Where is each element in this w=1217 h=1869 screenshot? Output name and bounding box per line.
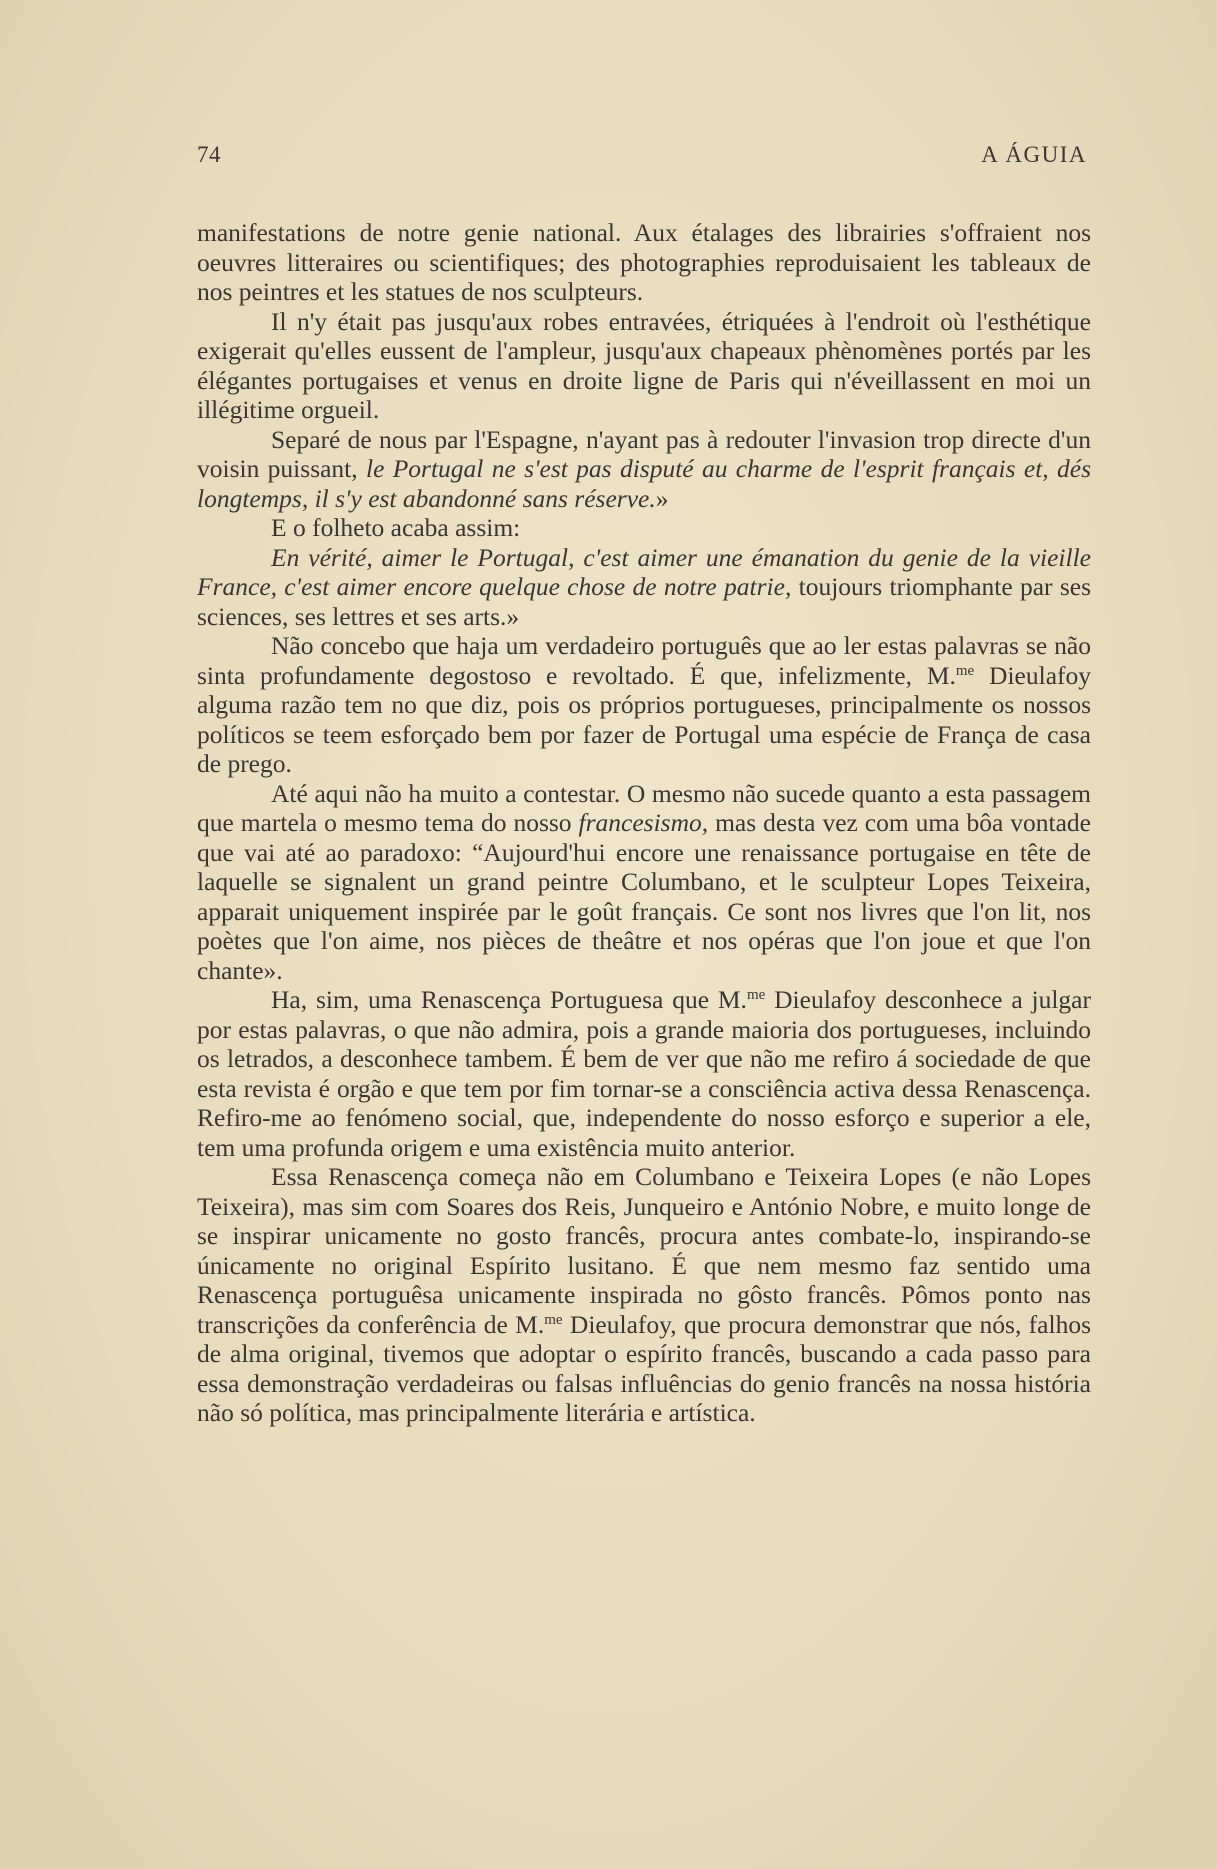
text-segment: E o folheto acaba assim: [271, 513, 521, 542]
paragraph [197, 543, 1091, 632]
text-segment: mas desta vez com uma bôa vontade que vai até ao paradoxo: “Aujourd'hui encore une renaissance portugaise en tête de laquelle se signalent un grand peintre Columbano, et le sculpteur Lopes Teixeira, apparait uniquement inspirée par le goût français. Ce sont nos livres que l'on lit, nos poètes que l'on aime, nos pièces de theâtre et nos opéras que l'on joue et que l'on chante». [197, 808, 1091, 985]
text-segment: Essa Renascença começa não em Columbano e Teixeira Lopes (e não Lopes Teixeira), mas sim com Soares dos Reis, Junqueiro e António Nobre, e muito longe de se inspirar unicamente no gosto francês, procura antes combate-lo, inspirando-se únicamente no original Espírito lusitano. É que nem mesmo faz sentido uma Renascença portuguêsa unicamente inspirada no gôsto francês. Pômos ponto nas transcrições da conferência de M. [197, 1162, 1091, 1339]
superscript: me [746, 987, 766, 1003]
paragraph [197, 985, 1091, 1162]
paragraph [197, 307, 1091, 425]
body-text [197, 218, 1091, 1428]
text-segment: Não concebo que haja um verdadeiro português que ao ler estas palavras se não sinta profundamente degostoso e revoltado. É que, infelizmente, M. [197, 631, 1091, 690]
paragraph [197, 779, 1091, 986]
italic-quote: En vérité, aimer le Portugal, c'est aimer une émanation du genie de la vieille France, c'est aimer encore quelque chose de notre patrie, [197, 542, 1091, 601]
text-segment: toujours triomphante par ses sciences, ses lettres et ses arts.» [197, 572, 1091, 631]
superscript: me [955, 662, 975, 679]
text-segment: Separé de nous par l'Espagne, n'ayant pas à redouter l'invasion trop directe d'un voisin puissant, [197, 424, 1091, 483]
italic-quote: le Portugal ne s'est pas disputé au charme de l'esprit français et, dés longtemps, il s'y est abandonné sans réserve. [197, 454, 1091, 513]
paragraph [197, 631, 1091, 779]
text-segment: Il n'y était pas jusqu'aux robes entravées, étriquées à l'endroit où l'esthétique exigerait qu'elles eussent de l'ampleur, jusqu'aux chapeaux phènomènes portés par les élégantes portugaises et venus en droite ligne de Paris qui n'éveillassent en moi un illégitime orgueil. [197, 306, 1091, 424]
paragraph [197, 1162, 1091, 1428]
page-header [197, 142, 1087, 176]
superscript: me [544, 1311, 563, 1328]
text-segment: Dieulafoy, que procura demonstrar que nós, falhos de alma original, tivemos que adoptar o espírito francês, buscando a cada passo para essa demonstração verdadeiras ou falsas influências do genio francês na nossa história não só política, mas principalmente literária e artística. [197, 1309, 1091, 1427]
paragraph [197, 513, 1091, 543]
text-segment: Dieulafoy alguma razão tem no que diz, pois os próprios portugueses, principalmente os nossos políticos se teem esforçado bem por fazer de Portugal uma espécie de França de casa de prego. [197, 660, 1092, 778]
text-segment: manifestations de notre genie national. Aux étalages des librairies s'offraient nos oeuvres litteraires ou scientifiques; des photographies reproduisaient les tableaux de nos peintres et les statues de nos sculpteurs. [197, 218, 1091, 306]
page-number: 74 [197, 142, 221, 167]
text-segment: Até aqui não ha muito a contestar. O mesmo não sucede quanto a esta passagem que martela o mesmo tema do nosso [197, 778, 1091, 837]
paragraph [197, 425, 1091, 514]
paragraph [197, 218, 1091, 307]
text-segment: » [655, 483, 669, 513]
running-title: A ÁGUIA [981, 142, 1087, 167]
italic-word: francesismo, [578, 808, 709, 837]
text-segment: Ha, sim, uma Renascença Portuguesa que M. [271, 985, 747, 1014]
text-segment: Dieulafoy desconhece a julgar por estas palavras, o que não admira, pois a grande maioria dos portugueses, incluindo os letrados, a desconhece tambem. É bem de ver que não me refiro á sociedade de que esta revista é orgão e que tem por fim tornar-se a consciência activa dessa Renascença. Refiro-me ao fenómeno social, que, independente do nosso esforço e superior a ele, tem uma profunda origem e uma existência muito anterior. [197, 985, 1091, 1162]
